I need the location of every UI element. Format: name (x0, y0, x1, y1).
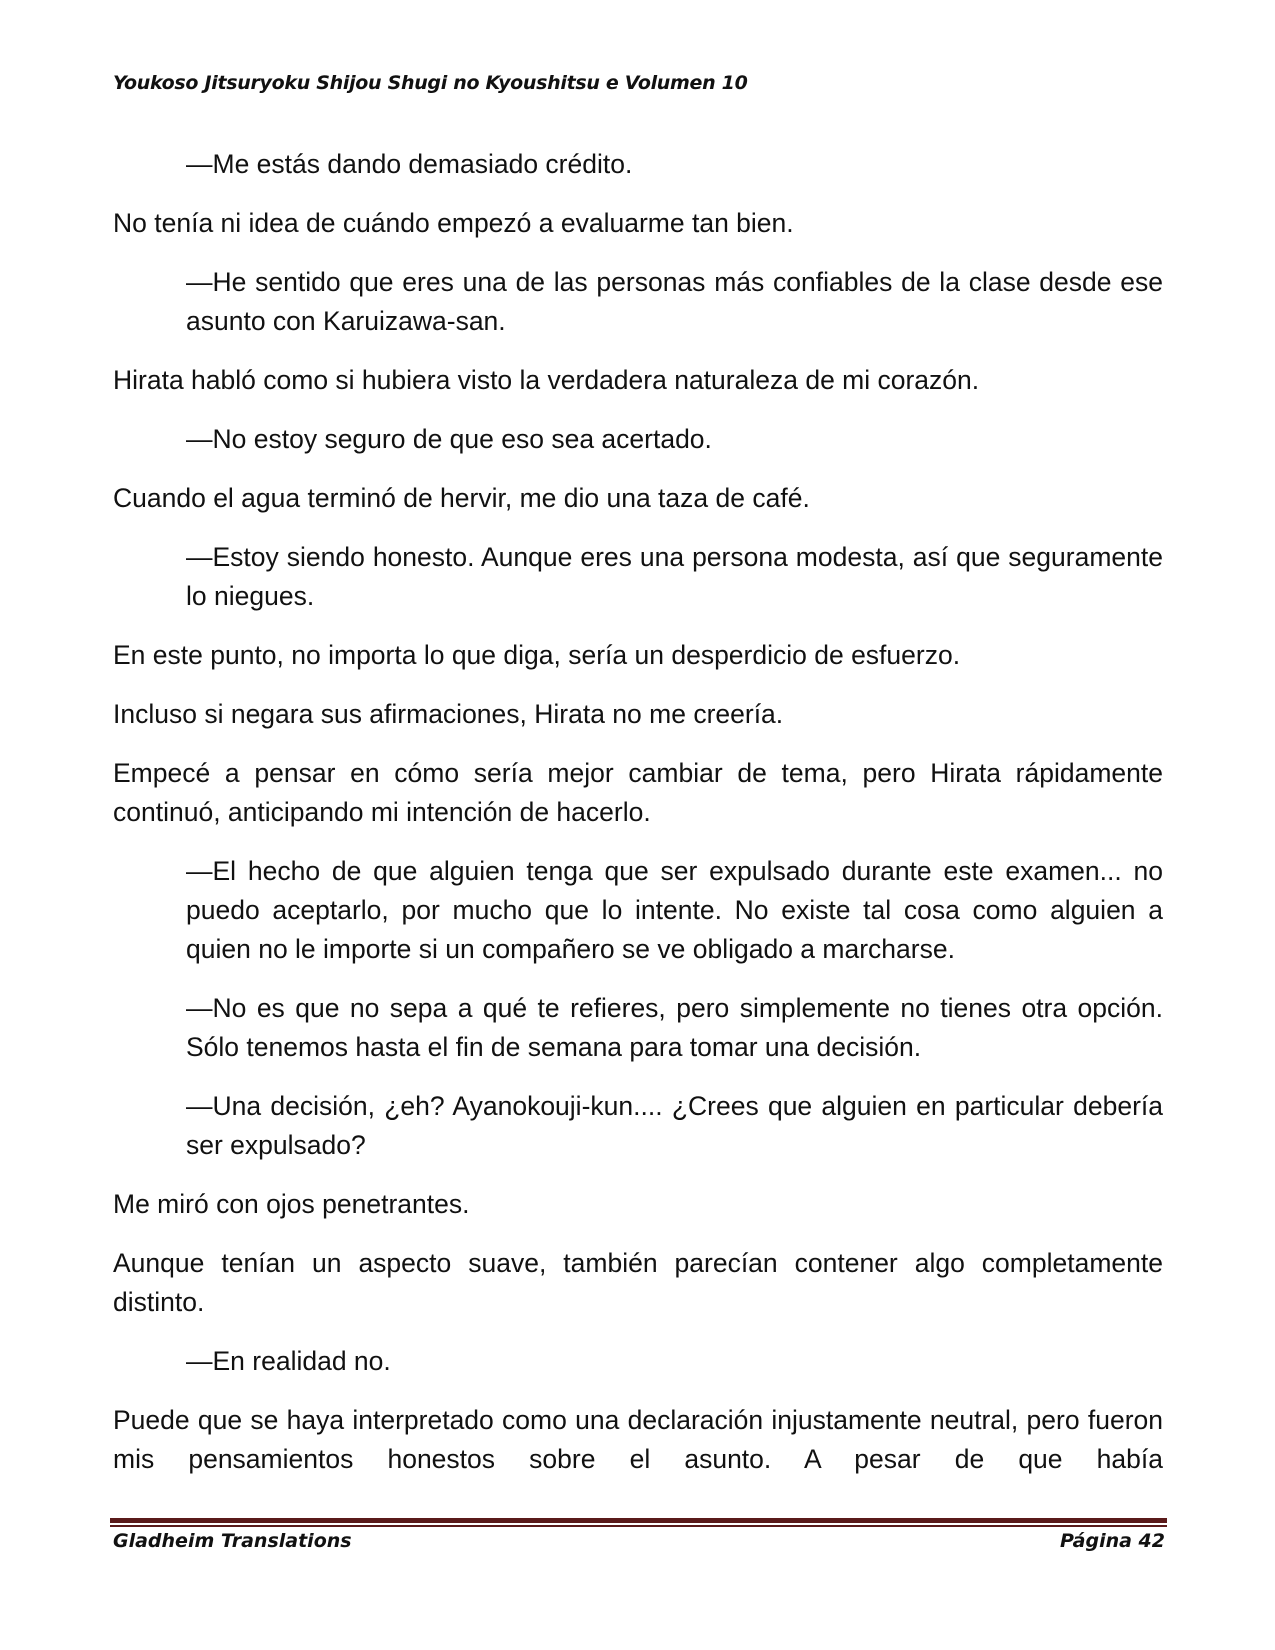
paragraph-narration: Incluso si negara sus afirmaciones, Hirata no me creería. (113, 699, 784, 729)
paragraph-dialogue: —Una decisión, ¿eh? Ayanokouji-kun.... ¿Crees que alguien en particular debería ser expulsado? (186, 1091, 1163, 1160)
paragraph-narration: No tenía ni idea de cuándo empezó a evaluarme tan bien. (113, 208, 794, 238)
paragraph-dialogue: —No estoy seguro de que eso sea acertado. (186, 424, 712, 454)
paragraph-dialogue: —El hecho de que alguien tenga que ser expulsado durante este examen... no puedo aceptarlo, por mucho que lo intente. No existe tal cosa como alguien a quien no le importe si un compañero se ve obligado a marcharse. (186, 856, 1163, 964)
footer-divider-thin (110, 1525, 1167, 1527)
paragraph-narration: En este punto, no importa lo que diga, sería un desperdicio de esfuerzo. (113, 640, 961, 670)
paragraph-dialogue: —Estoy siendo honesto. Aunque eres una persona modesta, así que seguramente lo niegues. (186, 542, 1163, 611)
paragraph-narration: Aunque tenían un aspecto suave, también parecían contener algo completamente distinto. (113, 1248, 1163, 1317)
footer-divider (110, 1518, 1167, 1528)
page-header-title: Youkoso Jitsuryoku Shijou Shugi no Kyoushitsu e Volumen 10 (113, 72, 748, 94)
paragraph-dialogue: —En realidad no. (186, 1346, 391, 1376)
paragraph-narration: Hirata habló como si hubiera visto la verdadera naturaleza de mi corazón. (113, 365, 980, 395)
paragraph-narration-continued: Puede que se haya interpretado como una declaración injustamente neutral, pero fueron mis pensamientos honestos sobre el asunto. A pesar de que había (113, 1405, 1163, 1474)
footer-translator: Gladheim Translations (113, 1530, 352, 1552)
body-text (113, 145, 1163, 1499)
paragraph-narration: Cuando el agua terminó de hervir, me dio una taza de café. (113, 483, 810, 513)
paragraph-narration: Me miró con ojos penetrantes. (113, 1189, 470, 1219)
paragraph-dialogue: —He sentido que eres una de las personas más confiables de la clase desde ese asunto con Karuizawa-san. (186, 267, 1163, 336)
paragraph-narration: Empecé a pensar en cómo sería mejor cambiar de tema, pero Hirata rápidamente continuó, anticipando mi intención de hacerlo. (113, 758, 1163, 827)
footer-divider-thick (110, 1518, 1167, 1523)
paragraph-dialogue: —No es que no sepa a qué te refieres, pero simplemente no tienes otra opción. Sólo tenemos hasta el fin de semana para tomar una decisión. (186, 993, 1163, 1062)
paragraph-dialogue: —Me estás dando demasiado crédito. (186, 149, 633, 179)
footer-page-number: Página 42 (1059, 1530, 1165, 1552)
